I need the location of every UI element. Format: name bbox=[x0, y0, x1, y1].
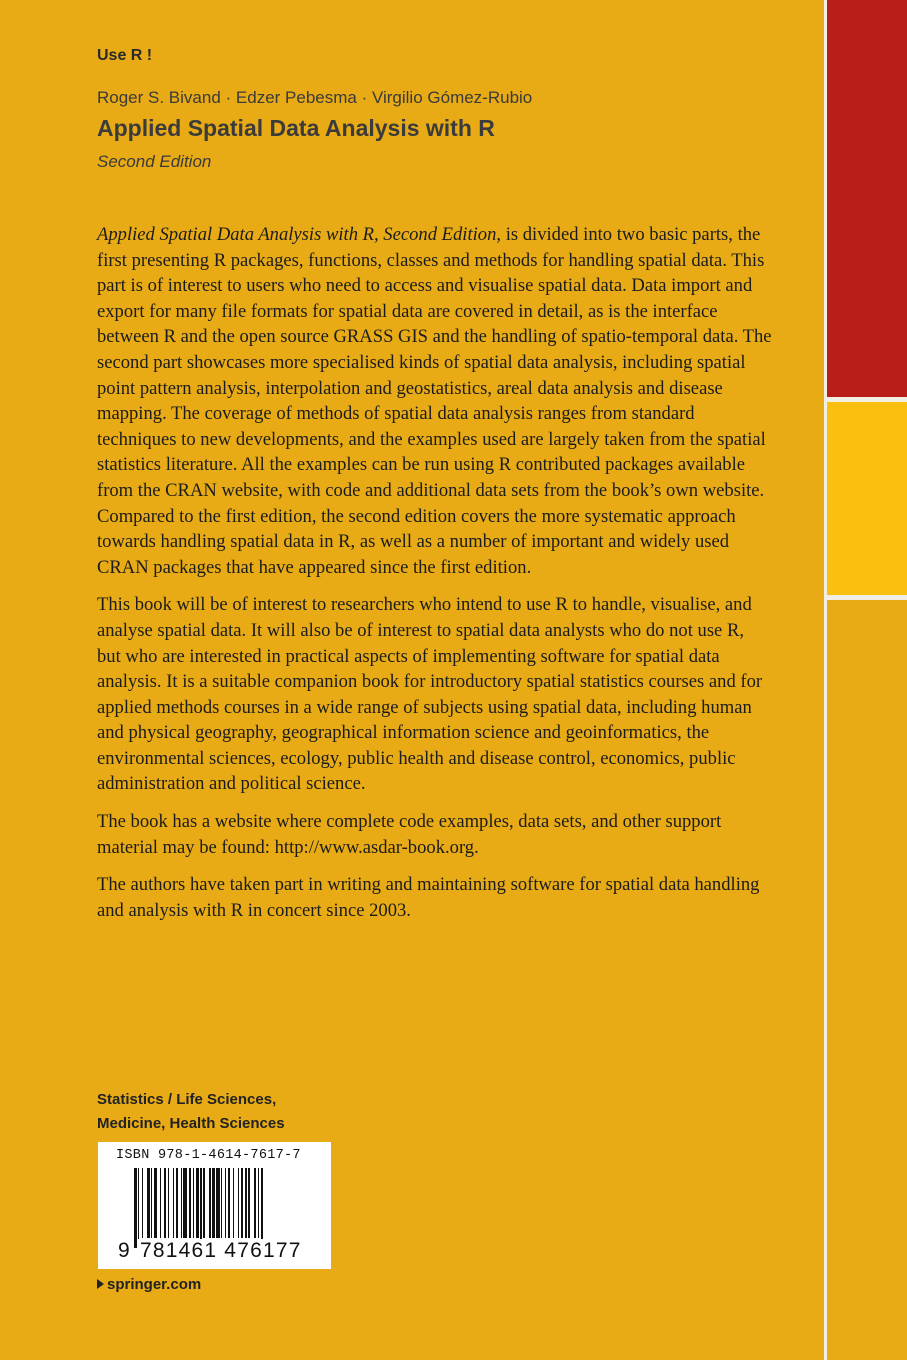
barcode-digits: 781461 476177 bbox=[140, 1239, 302, 1262]
arrow-right-icon bbox=[97, 1279, 104, 1289]
barcode-bar bbox=[261, 1168, 262, 1248]
isbn-barcode bbox=[98, 1142, 331, 1269]
barcode-bar bbox=[225, 1168, 226, 1238]
barcode-bar bbox=[176, 1168, 179, 1238]
blurb-paragraph-3: The book has a website where complete code examples, data sets, and other support material may be found: http://www.asdar-book.org. bbox=[97, 811, 722, 858]
barcode-bar bbox=[173, 1168, 174, 1238]
barcode-bar bbox=[212, 1168, 215, 1238]
barcode-bar bbox=[245, 1168, 248, 1238]
spine-stripe-amber bbox=[824, 600, 907, 1360]
spine-stripe-red bbox=[824, 0, 907, 397]
blurb-paragraph-2: This book will be of interest to researchers who intend to use R to handle, visualise, and analyse spatial data. It will also be of interest to spatial data analysts who do not use R, but who are interested in practical aspects of implementing software for spatial data analysis. It is a suitable companion book for introductory spatial statistics courses and for applied methods courses in a wide range of subjects using spatial data, including human and physical geography, geographical information science and geoinformatics, the environmental sciences, ecology, public health and disease control, economics, public administration and political science. bbox=[97, 594, 763, 795]
barcode-bar bbox=[183, 1168, 187, 1238]
series-name: Use R ! bbox=[97, 47, 153, 64]
barcode-bar bbox=[200, 1168, 201, 1248]
barcode-bar bbox=[134, 1168, 137, 1248]
barcode-bars bbox=[134, 1168, 306, 1248]
blurb-title-italic: Applied Spatial Data Analysis with R, Second Edition bbox=[97, 224, 497, 245]
barcode-bar bbox=[193, 1168, 194, 1238]
barcode-bar bbox=[154, 1168, 158, 1238]
barcode-bar bbox=[160, 1168, 161, 1238]
barcode-lead-digit: 9 bbox=[118, 1239, 130, 1262]
blurb-paragraph-1-text: , is divided into two basic parts, the first presenting R packages, functions, classes and methods for handling spatial data. This part is of interest to users who need to access and visualise spatial data. Data import and export for many file formats for spatial data are covered in detail, as is the interface between R and the open source GRASS GIS and the handling of spatio-temporal data. The second part showcases more specialised kinds of spatial data analysis, including spatial point pattern analysis, interpolation and geostatistics, areal data analysis and disease mapping. The coverage of methods of spatial data analysis ranges from standard techniques to new developments, and the examples used are largely taken from the spatial statistics literature. All the examples can be run using R contributed packages available from the CRAN website, with code and additional data sets from the book’s own website. Compared to the first edition, the second edition covers the more systematic approach towards handling spatial data in R, as well as a number of important and widely used CRAN packages that have appeared since the first edition. bbox=[97, 224, 772, 578]
barcode-bar bbox=[233, 1168, 234, 1238]
barcode-bar bbox=[241, 1168, 244, 1238]
barcode-bar bbox=[189, 1168, 192, 1238]
book-title: Applied Spatial Data Analysis with R bbox=[97, 115, 495, 141]
barcode-bar bbox=[168, 1168, 169, 1238]
spine-stripe-yellow bbox=[824, 402, 907, 595]
barcode-bar bbox=[209, 1168, 210, 1238]
publisher-link[interactable] bbox=[97, 1276, 201, 1293]
barcode-bar bbox=[164, 1168, 167, 1238]
blurb-paragraph-1 bbox=[97, 222, 772, 580]
barcode-bar bbox=[221, 1168, 222, 1238]
barcode-bar bbox=[138, 1168, 139, 1248]
barcode-bar bbox=[181, 1168, 182, 1238]
barcode-bar bbox=[254, 1168, 257, 1238]
edition: Second Edition bbox=[97, 152, 212, 171]
authors: Roger S. Bivand · Edzer Pebesma · Virgilio Gómez-Rubio bbox=[97, 88, 533, 107]
barcode-bar bbox=[238, 1168, 239, 1238]
subject-category bbox=[97, 1088, 285, 1136]
barcode-bar bbox=[228, 1168, 231, 1238]
barcode-bar bbox=[216, 1168, 220, 1238]
publisher-website: springer.com bbox=[107, 1276, 202, 1293]
blurb-paragraph-4: The authors have taken part in writing and maintaining software for spatial data handling and analysis with R in concert since 2003. bbox=[97, 874, 760, 921]
barcode-bar bbox=[151, 1168, 152, 1238]
barcode-bar bbox=[248, 1168, 249, 1238]
blurb bbox=[97, 222, 772, 935]
barcode-bar bbox=[147, 1168, 150, 1238]
barcode-bar bbox=[196, 1168, 199, 1238]
category-line-2: Medicine, Health Sciences bbox=[97, 1115, 285, 1132]
category-line-1: Statistics / Life Sciences, bbox=[97, 1091, 277, 1108]
barcode-bar bbox=[203, 1168, 206, 1238]
barcode-bar bbox=[142, 1168, 143, 1238]
barcode-bar bbox=[258, 1168, 259, 1238]
isbn-label: ISBN 978-1-4614-7617-7 bbox=[116, 1148, 301, 1163]
